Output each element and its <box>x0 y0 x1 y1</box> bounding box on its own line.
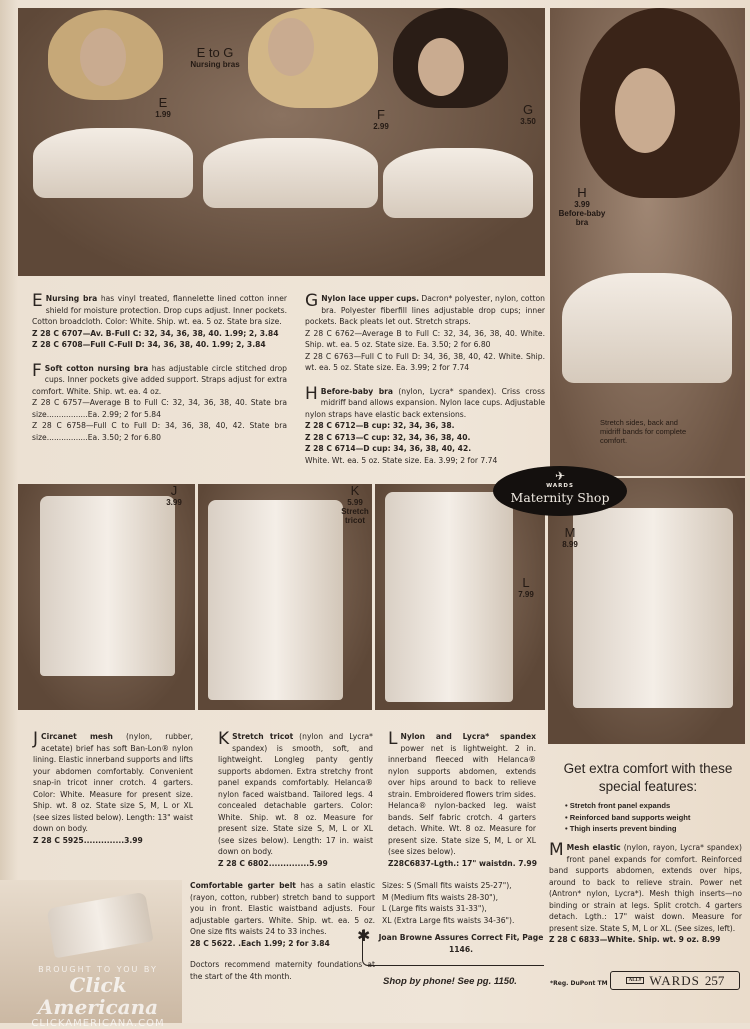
sizes-list <box>382 880 542 926</box>
item-letter: H <box>305 383 318 404</box>
item-body: power net is lightweight. 2 in. innerband fleeced with Helanca® nylon supports abdomen, extends over hips around to back to relieve strain. Embroidered flowers trim sides. Helanca® nylon-backed leg. waist bands. Self fabric crotch. 4 garters detach. White. Wt. 8 oz. Measure for present size. State size S, M, L or XL (see sizes below). <box>388 743 536 856</box>
item-letter: K <box>218 729 230 749</box>
label-price: 7.99 <box>518 590 534 599</box>
item-lead: Comfortable garter belt <box>190 881 296 890</box>
girdle-m-photo <box>548 478 745 744</box>
order-line: 28 C 5622. .Each 1.99; 2 for 3.84 <box>190 938 330 948</box>
item-lead: Nylon lace upper cups. <box>321 294 419 303</box>
panty-k-image <box>208 500 343 700</box>
order-line: Z 28 C 6707—Av. B-Full C: 32, 34, 36, 38, 40. 1.99; 2, 3.84 <box>32 328 279 338</box>
bra-f-image <box>203 138 378 208</box>
bird-icon: ✈ <box>554 469 566 483</box>
joan-browne-box <box>357 926 544 966</box>
special-features <box>553 760 743 835</box>
order-line: Z 28 C 6757—Average B to Full C: 32, 34, 36, 38, 40. State bra size.................Ea. 2.99; 2 for 5.84 <box>32 398 287 419</box>
wards-maternity-shop-logo <box>493 466 627 516</box>
label-sub: Before-baby bra <box>558 209 606 227</box>
doctors-note: Doctors recommend maternity foundations at the start of the 4th month. <box>190 960 375 981</box>
order-line: Z28C6837-Lgth.: 17" waistdn. 7.99 <box>388 858 537 868</box>
label-sub: Stretch tricot <box>341 507 369 525</box>
label-h <box>552 186 612 227</box>
item-letter: J <box>33 729 39 749</box>
group-title: E to G <box>196 45 234 60</box>
copy-g <box>305 293 545 328</box>
size-item: S (Small fits waists 25-27"), <box>406 881 512 890</box>
trademark-note: *Reg. DuPont TM <box>550 980 608 987</box>
label-letter: F <box>377 107 385 122</box>
girdle-j-image <box>40 496 175 676</box>
copy-j <box>33 731 193 846</box>
model-face <box>80 28 126 86</box>
label-letter: J <box>170 484 178 498</box>
copy-e-f <box>32 293 287 443</box>
label-price: 8.99 <box>562 540 578 549</box>
order-line: Z 28 C 6758—Full C to Full D: 34, 36, 38, 40, 42. State bra size.................Ea. 3.50; 2 for 6.80 <box>32 421 287 442</box>
feature-item: • Reinforced band supports weight <box>565 812 743 824</box>
footer-badge: ALL# <box>626 977 645 984</box>
watermark-line3: CLICKAMERICANA.COM <box>31 1018 165 1029</box>
footer-brand: WARDS <box>649 972 700 988</box>
copy-garter-belt <box>190 880 375 982</box>
label-g <box>513 103 543 126</box>
item-lead: Stretch tricot <box>232 732 294 741</box>
item-lead: Nursing bra <box>45 294 98 303</box>
group-subtitle: Nursing bras <box>190 60 240 69</box>
item-body: has adjustable circle stitched drop cups. Inner pockets give added support. Straps adjust for extra comfort. White. Ship. wt. ea. 4 oz. <box>32 363 288 396</box>
item-letter: G <box>305 291 319 311</box>
h-photo-caption: Stretch sides, back and midriff bands for complete comfort. <box>600 418 687 445</box>
label-letter: L <box>522 575 530 590</box>
order-line: White. Wt. ea. 5 oz. State size. Ea. 3.99; 2 for 7.74 <box>305 455 498 465</box>
label-letter: E <box>158 95 168 110</box>
item-lead: Circanet mesh <box>41 732 113 741</box>
watermark-line1: BROUGHT TO YOU BY <box>38 965 158 974</box>
item-lead: Before-baby bra <box>320 386 394 396</box>
label-price: 5.99 <box>347 498 363 507</box>
girdle-j-photo <box>18 484 195 710</box>
logo-brand: WARDS <box>546 483 574 489</box>
item-lead: Soft cotton nursing bra <box>44 363 149 373</box>
label-k <box>338 484 372 525</box>
group-label <box>180 46 250 69</box>
item-letter: E <box>32 291 43 311</box>
logo-name: Maternity Shop <box>510 490 610 505</box>
features-title: Get extra comfort with these special features: <box>563 761 733 794</box>
order-line: Z 28 C 6762—Average B to Full C: 32, 34, 36, 38, 40. White. Ship. wt. ea. 5 oz. State size. Ea. 3.50; 2 for 6.80 <box>305 328 545 349</box>
page-number: 257 <box>704 972 725 988</box>
order-line: Z 28 C 6712—B cup: 32, 34, 36, 38. <box>305 421 455 430</box>
label-m <box>553 526 587 549</box>
girdle-m-image <box>573 508 733 708</box>
label-j <box>156 484 192 507</box>
order-line: Z 28 C 6833—White. Ship. wt. 9 oz. 8.99 <box>549 935 721 944</box>
item-body: Dacron* polyester, nylon, cotton bra. Polyester fiberfill lines adjustable drop cups; inner pockets. Back pleats let out. Stretch straps. <box>305 294 545 326</box>
bra-e-image <box>33 128 193 198</box>
item-body: has a satin elastic (rayon, cotton, rubber) stretch band to support you in front. Elastic waistband adjusts. Four adjustable garters. White. Ship. wt. ea. 5 oz. One size fits waists 24 to 33 inches. <box>190 881 375 936</box>
item-body: (nylon, rubber, acetate) brief has soft Ban-Lon® nylon lining. Elastic innerband supports and lifts your abdomen comfortably. Convenient snap-in tricot inner crotch. 4 garters. Color: White. Measure for present size. Ship. wt. 8 oz. State size S, M, L or XL (see sizes listed below). Length: 13" waist down on body. <box>33 732 193 833</box>
feature-item: • Stretch front panel expands <box>565 800 743 812</box>
label-l <box>510 576 542 599</box>
size-item: XL (Extra Large fits waists 34-36"). <box>382 915 515 925</box>
item-letter: M <box>549 840 564 860</box>
label-letter: H <box>577 185 587 200</box>
joan-browne-note: Joan Browne Assures Correct Fit, Page 1146. <box>378 933 544 954</box>
label-price: 3.50 <box>520 117 536 126</box>
panty-k-photo <box>198 484 372 710</box>
item-lead: Mesh elastic <box>566 843 621 852</box>
clickamericana-watermark <box>8 965 188 1029</box>
model-face <box>418 38 464 96</box>
bra-h-image <box>562 273 732 383</box>
copy-f <box>32 360 288 398</box>
copy-e <box>32 293 287 328</box>
model-face <box>268 18 314 76</box>
label-price: 3.99 <box>574 200 590 209</box>
watermark-logo: Click Americana <box>37 973 159 1019</box>
order-line: Z 28 C 6802..............5.99 <box>218 858 328 868</box>
page-footer-badge <box>610 971 740 990</box>
copy-m <box>549 842 742 946</box>
feature-item: • Thigh inserts prevent binding <box>565 823 743 835</box>
copy-k <box>218 731 373 869</box>
order-line: Z 28 C 6713—C cup: 32, 34, 36, 38, 40. <box>305 432 471 442</box>
label-letter: K <box>350 484 360 498</box>
signature-star-icon: ✱ <box>357 926 371 945</box>
copy-l <box>388 731 536 869</box>
order-line: Z 28 C 6708—Full C-Full D: 34, 36, 38, 40. 1.99; 2, 3.84 <box>32 340 266 349</box>
features-list <box>553 800 743 835</box>
item-body: has vinyl treated, flannelette lined cotton inner shield for moisture protection. Drop cups adjust. Inner pockets. Cotton broadcloth. Color: White. Ship. wt. ea. 5 oz. State bra size. <box>32 294 288 326</box>
model-hair <box>248 8 378 108</box>
label-price: 3.99 <box>166 498 182 507</box>
label-letter: G <box>522 102 534 117</box>
item-letter: F <box>32 360 42 381</box>
label-letter: M <box>564 525 576 540</box>
label-price: 1.99 <box>155 110 171 119</box>
model-face <box>615 68 675 153</box>
girdle-l-photo <box>375 484 545 710</box>
item-letter: L <box>388 729 398 749</box>
order-line: Z 28 C 6714—D cup: 34, 36, 38, 40, 42. <box>305 444 472 453</box>
item-body: (nylon and Lycra* spandex) is smooth, soft, and lightweight. Longleg panty gently supports abdomen. Extra stretchy front panel expands comfortably. Helanca® nylon faced waistband. Tailored legs. 4 concealed detachable garters. Color: White. Ship. wt. 8 oz. Measure for present size. State size S, M, L or XL (see sizes below). Length: 17 in. waist down on body. <box>218 732 373 856</box>
order-line: Z 28 C 6763—Full C to Full D: 34, 36, 38, 40, 42. White. Ship. wt. ea. 5 oz. State size. Ea. 3.99; 2 for 7.74 <box>305 351 545 372</box>
copy-h <box>305 383 545 421</box>
garter-belt-image <box>46 892 153 959</box>
label-e <box>148 96 178 119</box>
size-item: M (Medium fits waists 28-30"), <box>382 892 499 902</box>
girdle-l-image <box>385 492 513 702</box>
size-item: L (Large fits waists 31-33"), <box>382 904 487 913</box>
item-body: (nylon, rayon, Lycra* spandex) front panel expands for comfort. Reinforced band supports abdomen, extends over hips, around to back to relieve strain. Power net (Antron* nylon, Lycra*). Mesh thigh inserts—no binding or strain at legs. Split crotch. 4 garters detach. Lgth.: 17" waist down. Measure for present size. State S, M, L or XL. (See sizes, left). <box>549 843 742 933</box>
order-line: Z 28 C 5925..............3.99 <box>33 835 143 845</box>
before-baby-bra-photo <box>550 8 745 476</box>
nursing-bras-photo <box>18 8 545 276</box>
label-f <box>366 108 396 131</box>
item-lead: Nylon and Lycra* spandex <box>400 732 536 741</box>
copy-g-h <box>305 293 545 466</box>
label-price: 2.99 <box>373 122 389 131</box>
bra-g-image <box>383 148 533 218</box>
shop-by-phone-link[interactable]: Shop by phone! See pg. 1150. <box>383 976 517 987</box>
item-body: (nylon, Lycra* spandex). Criss cross midriff band allows expansion. Nylon lace cups. Adjustable nylon straps have elastic back extensions. <box>305 386 545 419</box>
sizes-label: Sizes: <box>382 881 405 890</box>
